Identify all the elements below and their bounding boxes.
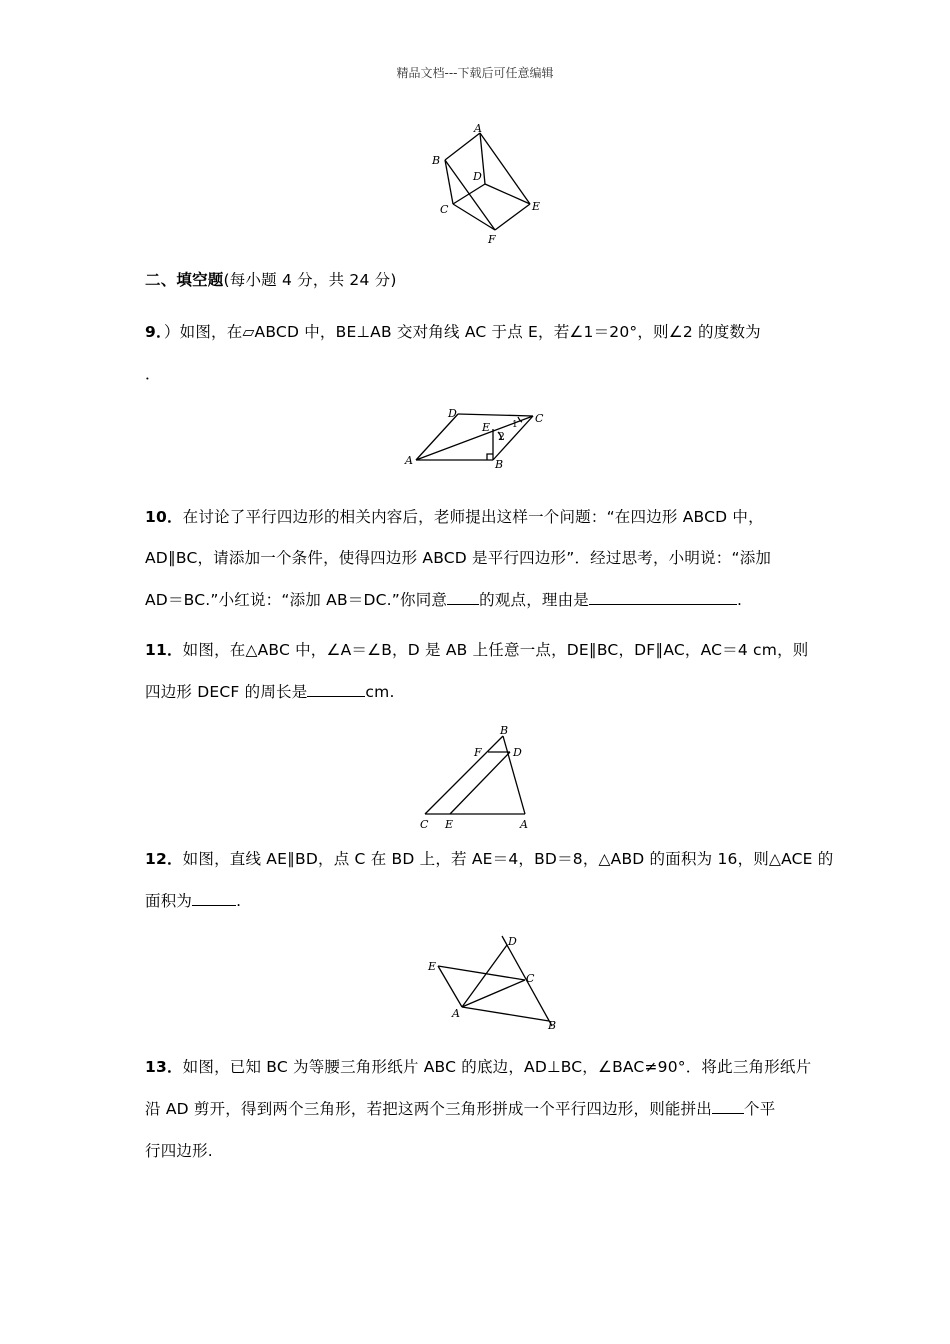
fig-top-label-b: B: [432, 154, 441, 167]
q13-line3: 行四边形.: [145, 1142, 213, 1160]
q12-fig-label-e: E: [428, 960, 437, 973]
q11-text-1: 如图，在△ABC 中，∠A＝∠B，D 是 AB 上任意一点，DE∥BC，DF∥AC，AC＝4 cm，则: [182, 641, 809, 659]
figure-top-geometry: [425, 118, 555, 248]
q12-fig-label-c: C: [526, 972, 535, 985]
q10-line2: AD∥BC，请添加一个条件，使得四边形 ABCD 是平行四边形”．经过思考，小明说：“添加: [145, 549, 772, 567]
q13-text-1: 如图，已知 BC 为等腰三角形纸片 ABC 的底边，AD⊥BC，∠BAC≠90°．将此三角形纸片: [182, 1058, 812, 1076]
fig-top-label-e: E: [532, 200, 541, 213]
q11-text-2a: 四边形 DECF 的周长是: [145, 683, 308, 701]
q12-fig-label-a: A: [452, 1007, 460, 1020]
fig-top-label-a: A: [474, 122, 482, 135]
q12-fig-label-b: B: [548, 1019, 557, 1030]
q11-number: 11．: [145, 641, 183, 659]
q10-line1: [145, 505, 764, 527]
q9-fig-label-a: A: [405, 454, 413, 467]
q13-number: 13．: [145, 1058, 183, 1076]
q13-blank-count[interactable]: [712, 1099, 744, 1114]
section-title-text: 二、填空题: [145, 271, 224, 289]
fig-top-label-c: C: [440, 203, 449, 216]
section-title: [145, 268, 397, 290]
q11-line2: [145, 680, 395, 702]
q12-text-2b: .: [236, 892, 242, 910]
q10-blank-opinion[interactable]: [447, 590, 479, 605]
q12-fig-label-d: D: [508, 935, 517, 948]
q9-number: 9．: [145, 323, 164, 341]
q9-text-1: ）如图，在▱ABCD 中，BE⊥AB 交对角线 AC 于点 E，若∠1＝20°，则∠2 的度数为: [163, 323, 761, 341]
q11-line1: [145, 638, 808, 660]
figure-q11-triangle: [410, 722, 540, 832]
q11-fig-label-e: E: [445, 818, 454, 831]
page-header: 精品文档---下载后可任意编辑: [396, 66, 554, 80]
q13-line1: [145, 1055, 811, 1077]
q10-line3: [145, 588, 742, 610]
figure-q9-parallelogram: [398, 402, 553, 472]
q10-text-3b: 的观点，理由是: [479, 591, 589, 609]
q11-blank-perimeter[interactable]: [307, 682, 365, 697]
section-note: (每小题 4 分，共 24 分): [223, 271, 397, 289]
q11-text-2b: cm.: [365, 683, 395, 701]
q9-line2: ．: [145, 365, 161, 383]
figure-q12-lines: [422, 930, 567, 1030]
q12-line1: [145, 847, 834, 869]
q9-fig-label-2: 2: [498, 430, 505, 443]
q10-text-3c: .: [737, 591, 743, 609]
fig-top-label-f: F: [488, 233, 496, 246]
q9-fig-label-c: C: [535, 412, 544, 425]
q10-blank-reason[interactable]: [589, 590, 737, 605]
q9-fig-label-e: E: [482, 421, 491, 434]
q10-text-1: 在讨论了平行四边形的相关内容后，老师提出这样一个问题：“在四边形 ABCD 中，: [182, 508, 764, 526]
q13-text-2a: 沿 AD 剪开，得到两个三角形，若把这两个三角形拼成一个平行四边形，则能拼出: [145, 1100, 712, 1118]
q10-text-3a: AD＝BC.”小红说：“添加 AB＝DC.”你同意: [145, 591, 448, 609]
fig-top-label-d: D: [473, 170, 482, 183]
q12-text-2a: 面积为: [145, 892, 193, 910]
q10-number: 10．: [145, 508, 183, 526]
q12-line2: [145, 889, 241, 911]
q9-fig-label-d: D: [448, 407, 457, 420]
q11-fig-label-f: F: [474, 746, 482, 759]
q9-fig-label-1: 1: [512, 420, 518, 430]
q11-fig-label-c: C: [420, 818, 429, 831]
q11-fig-label-a: A: [520, 818, 528, 831]
q9-line1: [145, 320, 761, 342]
q11-fig-label-b: B: [500, 724, 509, 737]
q12-number: 12．: [145, 850, 183, 868]
q13-text-2b: 个平: [744, 1100, 776, 1118]
q12-blank-area[interactable]: [192, 891, 236, 906]
q12-text-1: 如图，直线 AE∥BD，点 C 在 BD 上，若 AE＝4，BD＝8，△ABD 的面积为 16，则△ACE 的: [182, 850, 834, 868]
q9-fig-label-b: B: [495, 458, 504, 471]
q11-fig-label-d: D: [513, 746, 522, 759]
q13-line2: [145, 1097, 775, 1119]
